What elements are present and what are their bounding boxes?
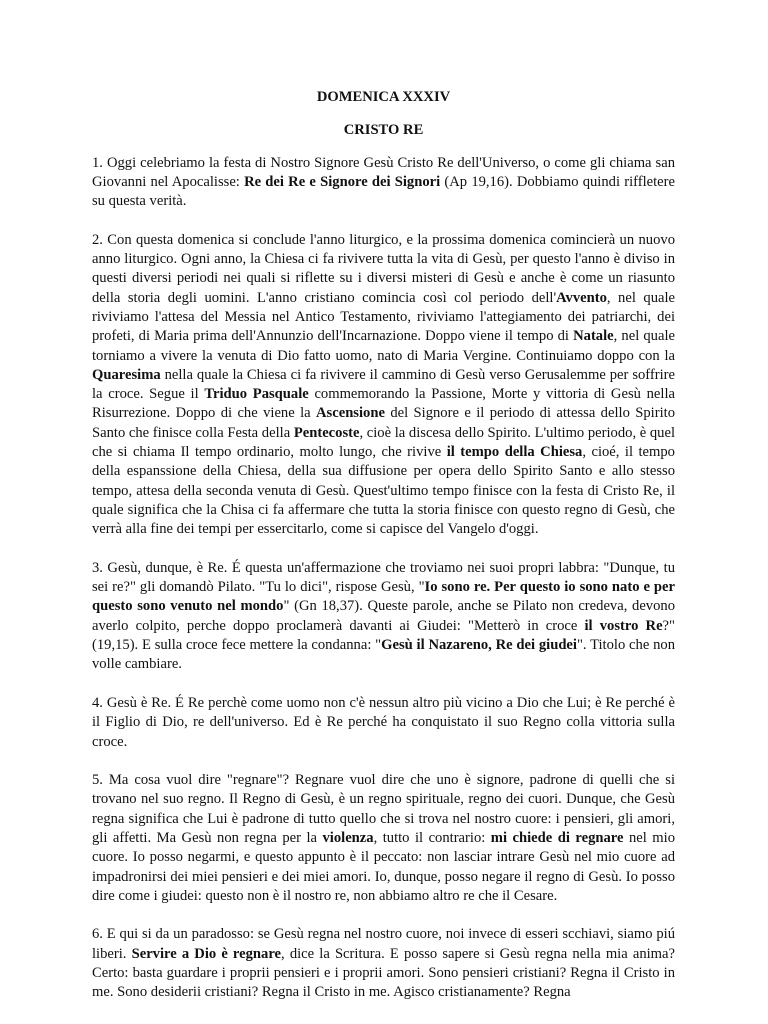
document-subtitle: CRISTO RE	[343, 122, 424, 139]
bold-text: Avvento	[556, 289, 607, 306]
bold-text: violenza	[322, 829, 374, 846]
text-run: ?" (19,15). E sulla croce fece mettere la condanna: "	[92, 617, 675, 654]
text-run: commemorando la Passione, Morte y vittoria di Gesù nella Risurrezione. Doppo di che viene la	[92, 386, 675, 422]
text-run: nel mio cuore. Io posso negarmi, e questo appunto è il peccato: non lasciar intrare Gesù nel mio cuore ad impadronirsi dei miei pensieri e dei miei amori. Io, dunque, posso negare il regno di Gesù. Io posso dire come i giudei: questo non è il nostro re, non abbiamo altro re che il Cesare.	[92, 829, 676, 904]
text-run: 5. Ma cosa vuol dire "regnare"? Regnare vuol dire che uno è signore, padrone di quelli che si trovano nel suo regno. Il Regno di Gesù, è un regno spirituale, regno dei cuori. Dunque, che Gesù regna significa che Lui è padrone di tutto quello che si trova nel nostro cuore: i pensieri, gli amori, gli affetti. Ma Gesù non regna per la	[92, 772, 675, 846]
text-run: 3. Gesù, dunque, è Re. É questa un'affermazione che troviamo nei suoi propri labbra: "Dunque, tu sei re?" gli domandò Pilato. "Tu lo dici", rispose Gesù, "	[92, 559, 675, 596]
text-run: , nel quale riviviamo l'attesa del Messia nel Antico Testamento, riviviamo l'attegiamento dei patriarchi, dei profeti, di Maria prima dell'Annunzio dell'Incarnazione. Doppo viene il tempo di	[92, 289, 675, 345]
paragraph-1	[92, 154, 675, 212]
document-title: DOMENICA XXXIV	[316, 89, 451, 105]
bold-text: il vostro Re	[584, 617, 663, 634]
paragraph-2	[92, 231, 675, 540]
text-run: 1. Oggi celebriamo la festa di Nostro Signore Gesù Cristo Re dell'Universo, o come gli chiama san Giovanni nel Apocalisse:	[92, 154, 675, 190]
bold-text: Quaresima	[92, 366, 161, 383]
text-run: ". Titolo che non volle cambiare.	[92, 637, 675, 673]
bold-text: Gesù il Nazareno, Re dei giudei	[381, 637, 577, 654]
bold-text: mi chiede di regnare	[490, 829, 624, 846]
text-run: nella quale la Chiesa ci fa rivivere il cammino di Gesù verso Gerusalemme per soffrire la croce. Segue il	[92, 366, 675, 403]
paragraph-5	[92, 771, 675, 906]
text-run: (Ap 19,16). Dobbiamo quindi riffletere su questa verità.	[92, 173, 675, 210]
bold-text: Re dei Re e Signore dei Signori	[244, 173, 441, 190]
bold-text: Io sono re. Per questo io sono nato e per questo sono venuto nel mondo	[92, 579, 675, 615]
paragraph-6	[92, 925, 675, 1002]
document-page	[92, 88, 675, 1003]
text-run: 2. Con questa domenica si conclude l'anno liturgico, e la prossima domenica comincierà un nuovo anno liturgico. Ogni anno, la Chiesa ci fa rivivere tutta la vita di Gesù, per questo l'anno è diviso in questi diversi periodi nei quali si riflette su i diversi misteri di Gesù e anche è come un riasunto della storia degli uomini. L'anno cristiano comincia così col periodo dell'	[92, 231, 675, 306]
text-run: , dice la Scritura. E posso sapere si Gesù regna nella mia anima? Certo: basta guardare i proprii pensieri e i proprii amori. Sono pensieri cristiani? Regna il Cristo in me. Sono desiderii cristiani? Regna il Cristo in me. Agisco cristianamente? Regna	[92, 945, 675, 1001]
paragraph-4	[92, 694, 675, 752]
paragraph-3	[92, 559, 675, 675]
text-run: 4. Gesù è Re. É Re perchè come uomo non c'è nessun altro più vicino a Dio che Lui; è Re perché è il Figlio di Dio, re dell'universo. Ed è Re perché ha conquistato il suo Regno colla vittoria sulla croce.	[92, 694, 675, 750]
document-body	[92, 154, 675, 1003]
bold-text: Pentecoste	[293, 424, 360, 441]
text-run: del Signore e il periodo di attessa dello Spirito Santo che finisce colla Festa della	[92, 405, 675, 441]
bold-text: Servire a Dio è regnare	[131, 945, 282, 962]
bold-text: Triduo Pasquale	[204, 386, 309, 403]
text-run: " (Gn 18,37). Queste parole, anche se Pilato non credeva, devono averlo colpito, perche doppo proclamerà davanti ai Giudei: "Metterò in croce	[92, 598, 675, 634]
bold-text: il tempo della Chiesa	[446, 444, 583, 461]
text-run: , cioè la discesa dello Spirito. L'ultimo periodo, è quel che si chiama Il tempo ordinario, molto lungo, che rivive	[92, 424, 675, 461]
bold-text: Ascensione	[316, 405, 385, 422]
bold-text: Natale	[573, 328, 614, 345]
text-run: , cioé, il tempo della espanssione della Chiesa, della sua diffusione per opera dello Spirito Santo e allo stesso tempo, attesa della seconda venuta di Gesù. Quest'ultimo tempo finisce con la festa di Cristo Re, il quale significa che la Chisa ci fa affermare che tutta la storia finisce con questo regno di Gesù, che verrà alla fine dei tempi per essercitarlo, come si capisce del Vangelo d'oggi.	[92, 444, 675, 538]
text-run: 6. E qui si da un paradosso: se Gesù regna nel nostro cuore, noi invece di esseri scchiavi, siamo piú liberi.	[92, 926, 675, 962]
text-run: , tutto il contrario:	[373, 829, 491, 846]
text-run: , nel quale torniamo a vivere la venuta di Dio fatto uomo, nato di Maria Vergine. Continuiamo doppo con la	[92, 328, 675, 364]
